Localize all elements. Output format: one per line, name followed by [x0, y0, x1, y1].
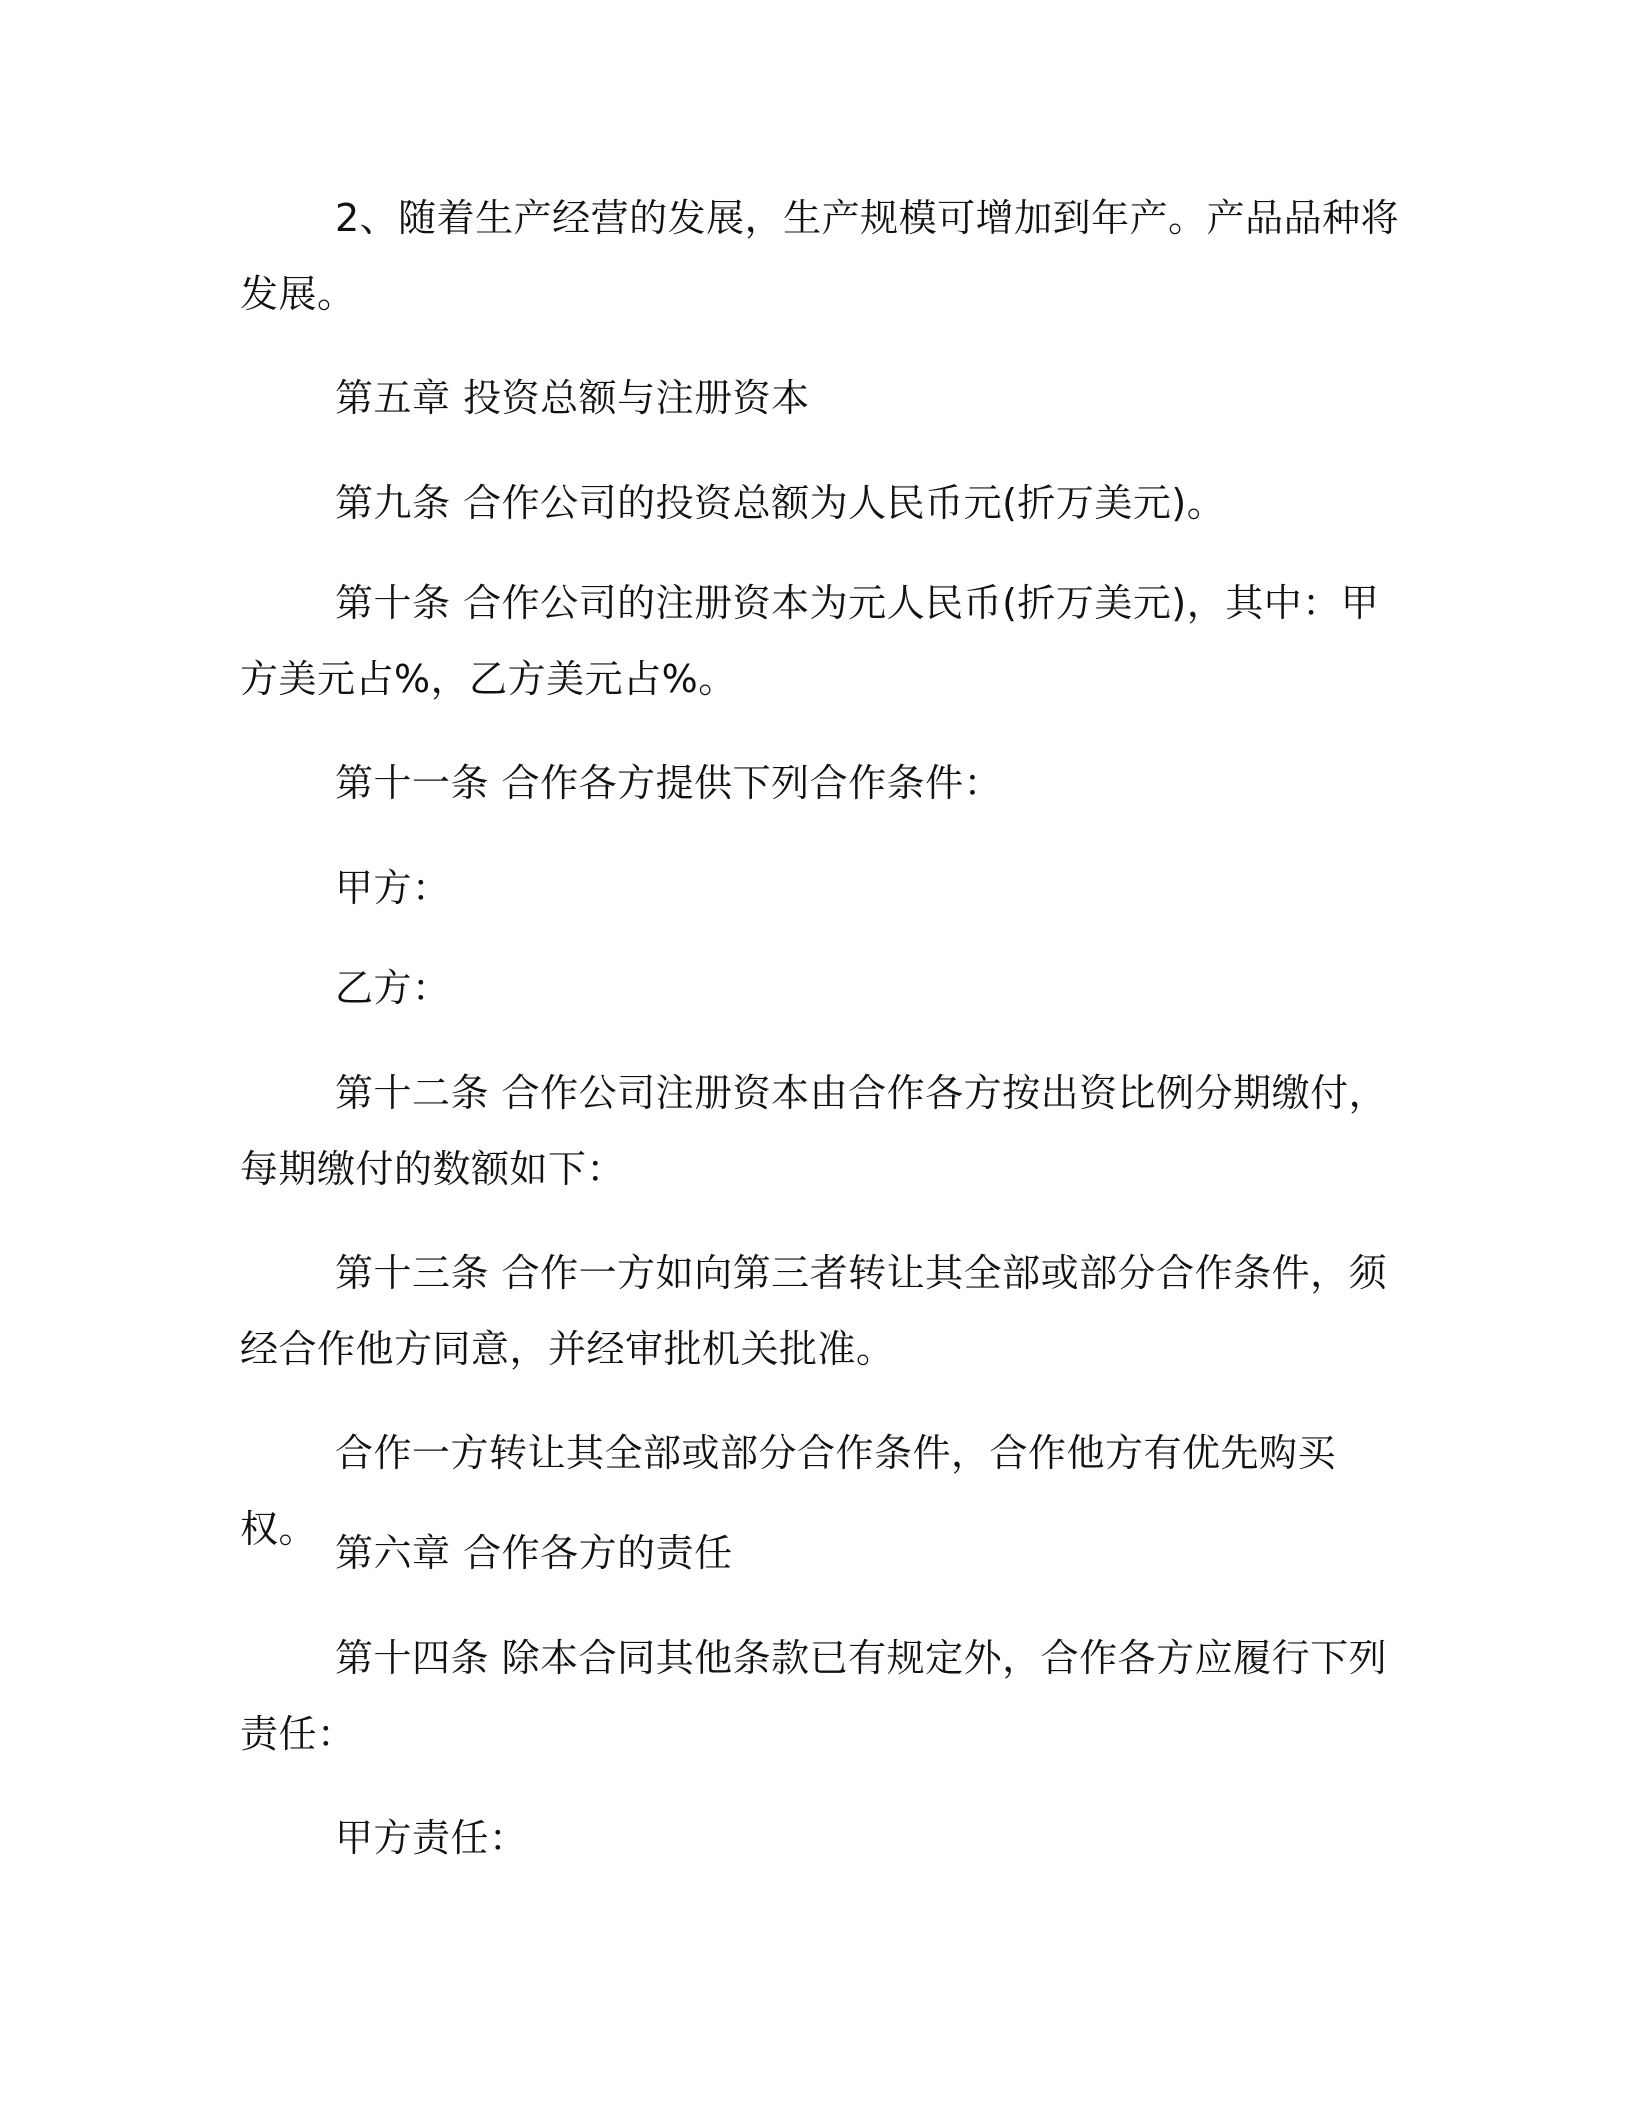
- article-13: 第十三条 合作一方如向第三者转让其全部或部分合作条件，须经合作他方同意，并经审批机关批准。: [240, 1251, 1388, 1371]
- article-11: 第十一条 合作各方提供下列合作条件：: [335, 761, 1003, 805]
- paragraph-production-scale: 2、随着生产经营的发展，生产规模可增加到年产。产品品种将发展。: [240, 196, 1400, 316]
- chapter-6-heading: 第六章 合作各方的责任: [335, 1531, 733, 1575]
- article-12: 第十二条 合作公司注册资本由合作各方按出资比例分期缴付，每期缴付的数额如下：: [240, 1071, 1388, 1191]
- chapter-5-heading: 第五章 投资总额与注册资本: [335, 376, 810, 420]
- preemptive-right-paragraph: 合作一方转让其全部或部分合作条件，合作他方有优先购买权。: [240, 1431, 1337, 1551]
- article-10: 第十条 合作公司的注册资本为元人民币(折万美元)，其中：甲方美元占%，乙方美元占%。: [240, 581, 1380, 701]
- party-b-conditions: 乙方：: [335, 966, 451, 1010]
- party-a-responsibilities: 甲方责任：: [335, 1816, 528, 1860]
- party-a-conditions: 甲方：: [335, 866, 451, 910]
- article-9: 第九条 合作公司的投资总额为人民币元(折万美元)。: [335, 481, 1226, 525]
- article-14: 第十四条 除本合同其他条款已有规定外，合作各方应履行下列责任：: [240, 1636, 1388, 1756]
